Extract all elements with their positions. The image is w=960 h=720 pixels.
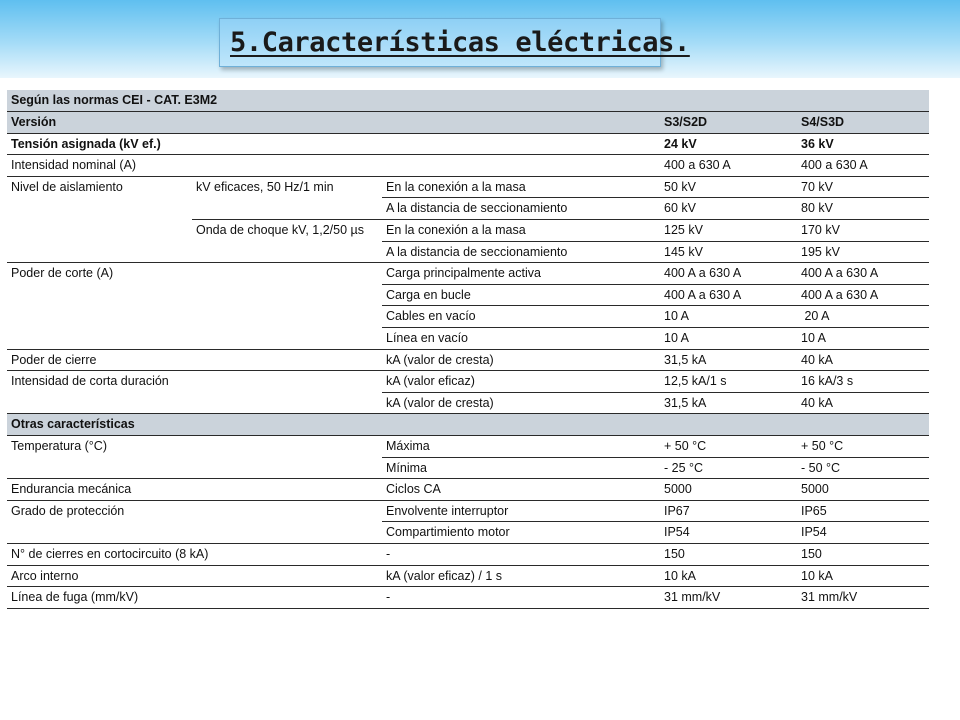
cell-value: 40 kA [797,392,929,414]
row-desc: Cables en vacío [382,306,660,328]
row-desc: kA (valor de cresta) [382,349,660,371]
version-row [7,112,929,134]
cell-value: 145 kV [660,241,797,263]
row-label: N° de cierres en cortocircuito (8 kA) [7,543,382,565]
section-header-row [7,90,929,112]
cell-value: 125 kV [660,220,797,242]
cell-value: 36 kV [797,133,929,155]
title-box [219,18,690,67]
cell-value: 80 kV [797,198,929,220]
table-row [7,543,929,565]
page-title: 5.Características eléctricas. [230,27,690,58]
cell-value: 170 kV [797,220,929,242]
cell-value: 31,5 kA [660,349,797,371]
row-desc: Máxima [382,436,660,458]
table-row [7,436,929,458]
cell-value: 400 A a 630 A [660,263,797,285]
table-row [7,371,929,393]
row-desc: Compartimiento motor [382,522,660,544]
cell-value: 400 a 630 A [797,155,929,177]
cell-value: 50 kV [660,176,797,198]
cell-value: - 25 °C [660,457,797,479]
cell-value: 5000 [660,479,797,501]
cell-value: 10 A [660,328,797,350]
specifications-table [7,90,929,609]
row-desc: Línea en vacío [382,328,660,350]
row-label: Poder de corte (A) [7,263,382,349]
row-label: Línea de fuga (mm/kV) [7,587,382,609]
cell-value: 150 [660,543,797,565]
section-header: Según las normas CEI - CAT. E3M2 [7,90,929,112]
table-row [7,133,929,155]
table-row [7,500,929,522]
cell-value: S4/S3D [797,112,929,134]
row-label: Arco interno [7,565,382,587]
cell-value: IP67 [660,500,797,522]
row-desc: kA (valor de cresta) [382,392,660,414]
cell-value: 400 A a 630 A [797,284,929,306]
row-label: Intensidad nominal (A) [7,155,660,177]
cell-value: IP54 [797,522,929,544]
section-header-row [7,414,929,436]
table-row [7,176,929,198]
cell-value: IP65 [797,500,929,522]
cell-value: 20 A [797,306,929,328]
row-desc: Mínima [382,457,660,479]
cell-value: 31,5 kA [660,392,797,414]
cell-value: S3/S2D [660,112,797,134]
row-desc: Carga principalmente activa [382,263,660,285]
cell-value: 10 kA [660,565,797,587]
row-label: Intensidad de corta duración [7,371,382,414]
cell-value: 70 kV [797,176,929,198]
row-label: Poder de cierre [7,349,382,371]
table-row [7,565,929,587]
cell-value: + 50 °C [797,436,929,458]
cell-value: 10 A [660,306,797,328]
cell-value: 5000 [797,479,929,501]
cell-value: + 50 °C [660,436,797,458]
table-row [7,349,929,371]
table-row [7,479,929,501]
row-label: Grado de protección [7,500,382,543]
row-label: Temperatura (°C) [7,436,382,479]
cell-value: 60 kV [660,198,797,220]
cell-value: 40 kA [797,349,929,371]
row-desc: Ciclos CA [382,479,660,501]
row-desc: A la distancia de seccionamiento [382,241,660,263]
cell-value: 400 A a 630 A [797,263,929,285]
cell-value: 10 kA [797,565,929,587]
cell-value: 195 kV [797,241,929,263]
cell-value: 31 mm/kV [797,587,929,609]
cell-value: 31 mm/kV [660,587,797,609]
section-header: Otras características [7,414,929,436]
table-row [7,155,929,177]
row-label: Versión [7,112,660,134]
row-desc: Envolvente interruptor [382,500,660,522]
cell-value: 12,5 kA/1 s [660,371,797,393]
row-label: Nivel de aislamiento [7,176,192,262]
row-desc: kA (valor eficaz) / 1 s [382,565,660,587]
row-sublabel: Onda de choque kV, 1,2/50 µs [192,220,382,263]
row-sublabel: kV eficaces, 50 Hz/1 min [192,176,382,219]
table-row [7,263,929,285]
row-desc: kA (valor eficaz) [382,371,660,393]
cell-value: 400 a 630 A [660,155,797,177]
row-desc: - [382,587,660,609]
cell-value: 400 A a 630 A [660,284,797,306]
cell-value: IP54 [660,522,797,544]
cell-value: - 50 °C [797,457,929,479]
cell-value: 16 kA/3 s [797,371,929,393]
row-desc: En la conexión a la masa [382,176,660,198]
row-label: Endurancia mecánica [7,479,382,501]
row-desc: A la distancia de seccionamiento [382,198,660,220]
table-row [7,587,929,609]
cell-value: 24 kV [660,133,797,155]
cell-value: 10 A [797,328,929,350]
row-label: Tensión asignada (kV ef.) [7,133,660,155]
row-desc: - [382,543,660,565]
row-desc: En la conexión a la masa [382,220,660,242]
row-desc: Carga en bucle [382,284,660,306]
cell-value: 150 [797,543,929,565]
